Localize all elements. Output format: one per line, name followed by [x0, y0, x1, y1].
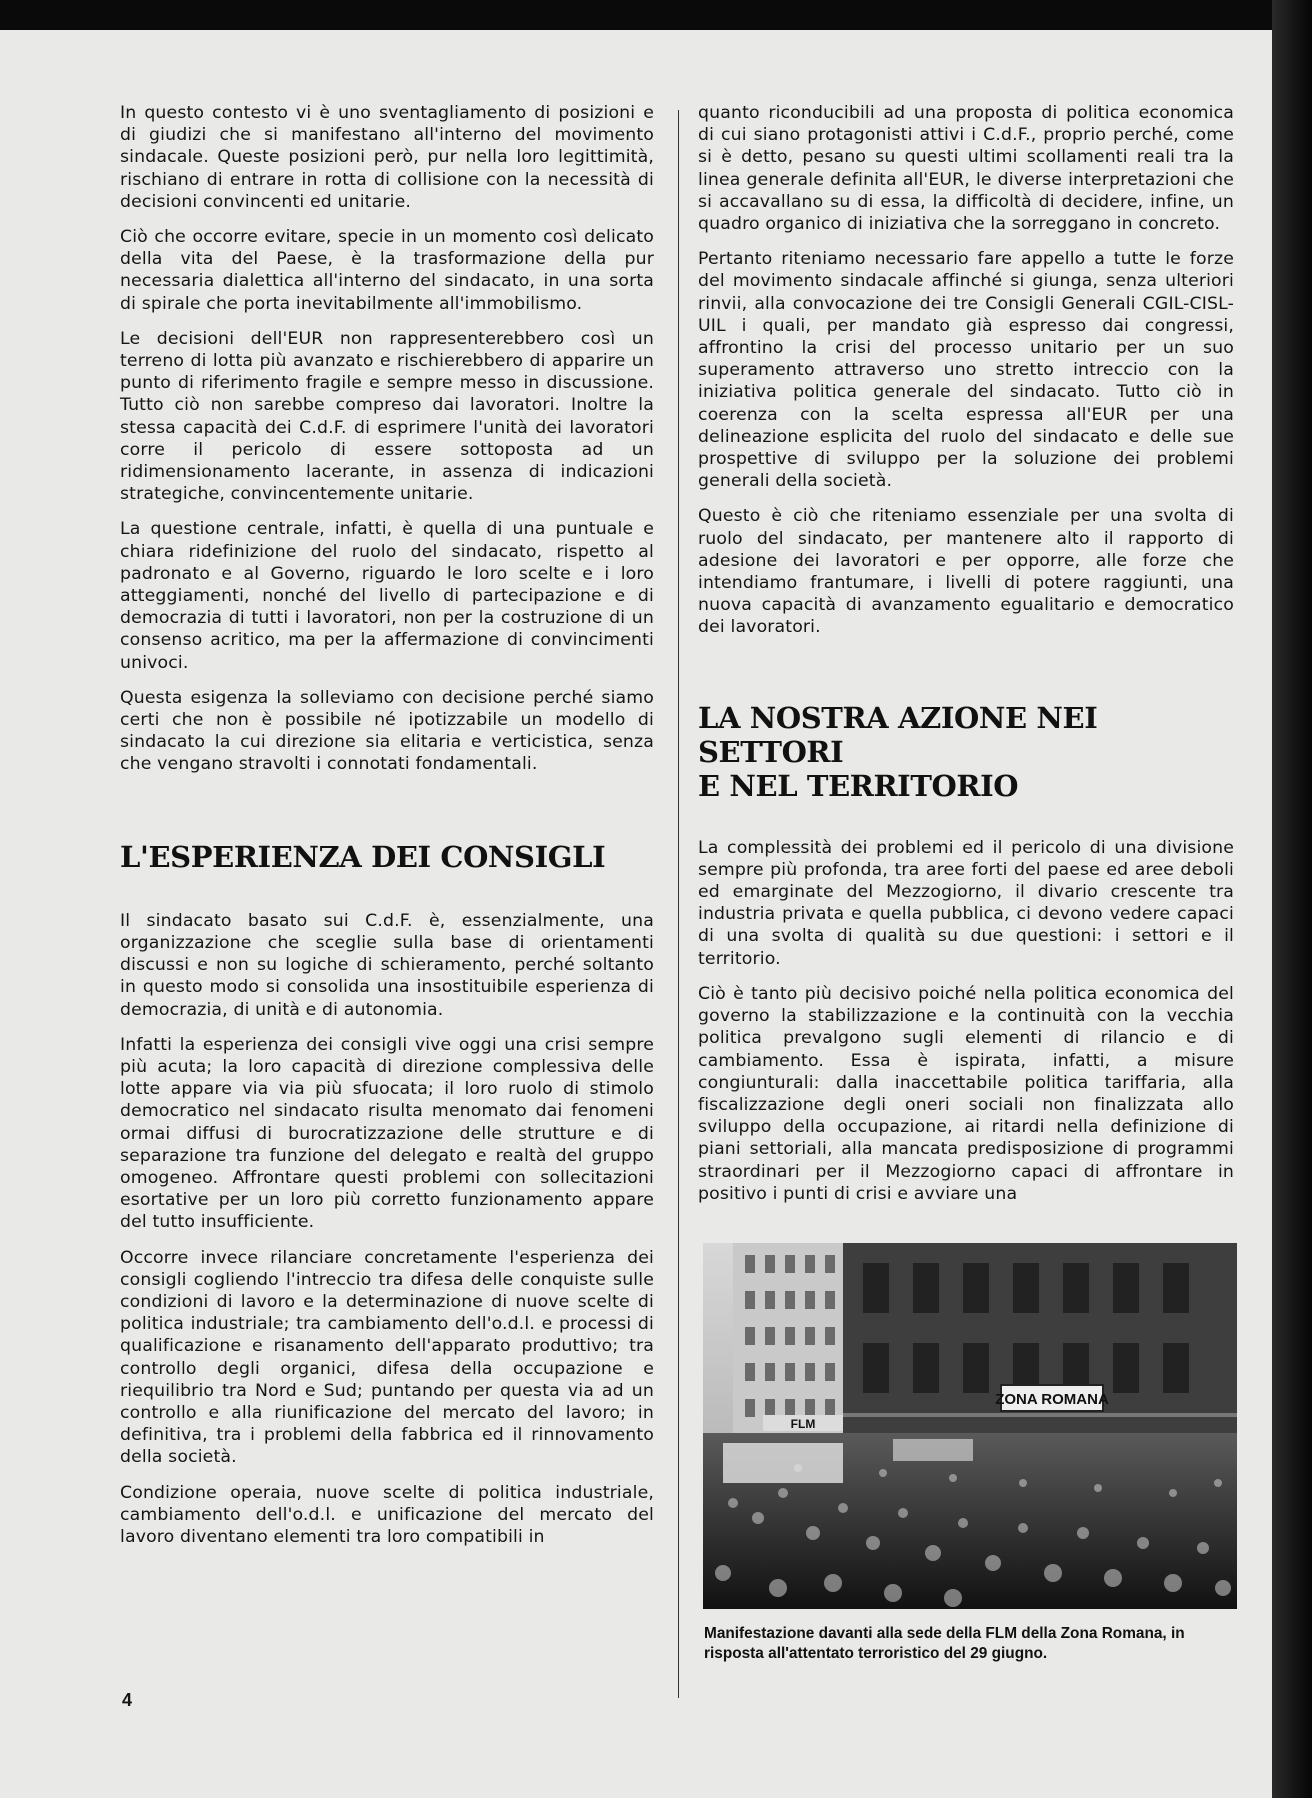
binding-edge	[1272, 0, 1312, 1798]
heading-line: LA NOSTRA AZIONE NEI SETTORI	[698, 700, 1098, 769]
heading-line: E NEL TERRITORIO	[698, 768, 1019, 803]
paragraph: Infatti la esperienza dei consigli vive oggi una crisi sempre più acuta; la loro capacità di direzione complessiva delle lotte appare via via più sfuocata; il loro ruolo di stimolo democratico nel sindacato risulta menomato dai fenomeni ormai diffusi di burocratizzazione delle strutture e di separazione tra funzione del delegato e realtà del gruppo omogeneo. Affrontare questi problemi con sollecitazioni esortative per un loro più corretto funzionamento appare del tutto insufficiente.	[120, 1034, 654, 1233]
paragraph: quanto riconducibili ad una proposta di politica economica di cui siano protagonisti attivi i C.d.F., proprio perché, come si è detto, pesano su questi ultimi scollamenti reali tra la linea generale definita all'EUR, le diverse interpretazioni che si accavallano su di essa, la difficoltà di decidere, infine, un quadro organico di iniziativa che la sorreggano in concreto.	[698, 103, 1234, 235]
right-column	[698, 102, 1234, 1218]
photo-caption	[704, 1624, 1244, 1664]
section-heading-settori	[698, 701, 1234, 803]
section-heading-consigli: L'ESPERIENZA DEI CONSIGLI	[120, 839, 606, 874]
photo-sign-text: FLM	[790, 1417, 816, 1431]
photo-banner-text: ZONA ROMANA	[995, 1391, 1109, 1408]
demonstration-photo	[703, 1243, 1237, 1609]
paragraph: Le decisioni dell'EUR non rappresenterebbero così un terreno di lotta più avanzato e rischierebbero di apparire un punto di riferimento fragile e sempre messo in discussione. Tutto ciò non sarebbe compreso dai lavoratori. Inoltre la stessa capacità dei C.d.F. di esprimere l'unità dei lavoratori corre il pericolo di essere sottoposta ad un ridimensionamento lacerante, in assenza di indicazioni strategiche, convincentemente unitarie.	[120, 328, 654, 505]
caption-line: risposta all'attentato terroristico del 29 giugno.	[704, 1645, 1048, 1662]
caption-line: Manifestazione davanti alla sede della FLM della Zona Romana, in	[704, 1625, 1185, 1642]
column-divider	[678, 110, 679, 1698]
paragraph: Questo è ciò che riteniamo essenziale per una svolta di ruolo del sindacato, per mantenere alto il rapporto di adesione dei lavoratori e per opporre, alle forze che intendiamo frantumare, i livelli di potere raggiunti, una nuova capacità di avanzamento egualitario e democratico dei lavoratori.	[698, 506, 1234, 638]
paragraph: Ciò che occorre evitare, specie in un momento così delicato della vita del Paese, è la trasformazione della pur necessaria dialettica all'interno del sindacato, in una sorta di spirale che porta inevitabilmente all'immobilismo.	[120, 227, 654, 314]
paragraph: In questo contesto vi è uno sventagliamento di posizioni e di giudizi che si manifestano all'interno del movimento sindacale. Queste posizioni però, pur nella loro legittimità, rischiano di entrare in rotta di collisione con la necessità di decisioni convincenti ed unitarie.	[120, 103, 654, 212]
left-column	[120, 102, 654, 1561]
paragraph: Il sindacato basato sui C.d.F. è, essenzialmente, una organizzazione che sceglie sulla base di orientamenti discussi e non su logiche di schieramento, perché soltanto in questo modo si consolida una insostituibile esperienza di democrazia, di unità e di autonomia.	[120, 910, 654, 1020]
paragraph: Occorre invece rilanciare concretamente l'esperienza dei consigli cogliendo l'intreccio tra difesa delle conquiste sulle condizioni di lavoro e la determinazione di nuove scelte di politica industriale; tra cambiamento dell'o.d.l. e processi di qualificazione e risanamento dell'apparato produttivo; tra controllo degli organici, difesa della occupazione e riequilibrio tra Nord e Sud; puntando per questa via ad un controllo e alla riunificazione del mercato del lavoro; in definitiva, tra i problemi della fabbrica ed il rinnovamento della società.	[120, 1247, 654, 1468]
paragraph: Pertanto riteniamo necessario fare appello a tutte le forze del movimento sindacale affinché si giunga, senza ulteriori rinvii, alla convocazione dei tre Consigli Generali CGIL-CISL-UIL i quali, per mandato già espresso dai congressi, affrontino la crisi del processo unitario per un suo superamento attraverso uno stretto intreccio con la iniziativa politica generale del sindacato. Tutto ciò in coerenza con la scelta espressa all'EUR per una delineazione esplicita del ruolo del sindacato e delle sue prospettive di sviluppo per la soluzione dei problemi generali della società.	[698, 249, 1234, 492]
page-number: 4	[122, 1690, 133, 1710]
paragraph: Questa esigenza la solleviamo con decisione perché siamo certi che non è possibile né ipotizzabile un modello di sindacato la cui direzione sia elitaria e verticistica, senza che vengano stravolti i connotati fondamentali.	[120, 687, 654, 775]
magazine-page	[0, 30, 1272, 1798]
paragraph: La questione centrale, infatti, è quella di una puntuale e chiara ridefinizione del ruolo del sindacato, rispetto al padronato e al Governo, riguardo le loro scelte e i loro atteggiamenti, nonché del livello di partecipazione e di democrazia di tutti i lavoratori, non per la costruzione di un consenso acritico, ma per la affermazione di convincimenti univoci.	[120, 519, 654, 673]
paragraph: Condizione operaia, nuove scelte di politica industriale, cambiamento dell'o.d.l. e unificazione del mercato del lavoro diventano elementi tra loro compatibili in	[120, 1482, 654, 1547]
paragraph: La complessità dei problemi ed il pericolo di una divisione sempre più profonda, tra aree forti del paese ed aree deboli ed emarginate del Mezzogiorno, il divario crescente tra industria privata e quella pubblica, ci devono vedere capaci di una svolta di qualità su due questioni: i settori e il territorio.	[698, 837, 1234, 969]
paragraph: Ciò è tanto più decisivo poiché nella politica economica del governo la stabilizzazione e la continuità con la vecchia politica prevalgono sugli elementi di rilancio e di cambiamento. Essa è ispirata, infatti, a misure congiunturali: dalla inaccettabile politica tariffaria, alla fiscalizzazione degli oneri sociali non finalizzata allo sviluppo della occupazione, ai ritardi nella definizione di piani settoriali, alla mancata predisposizione di programmi straordinari per il Mezzogiorno capaci di affrontare in positivo i punti di crisi e avviare una	[698, 983, 1234, 1204]
photo-illustration	[703, 1243, 1237, 1609]
